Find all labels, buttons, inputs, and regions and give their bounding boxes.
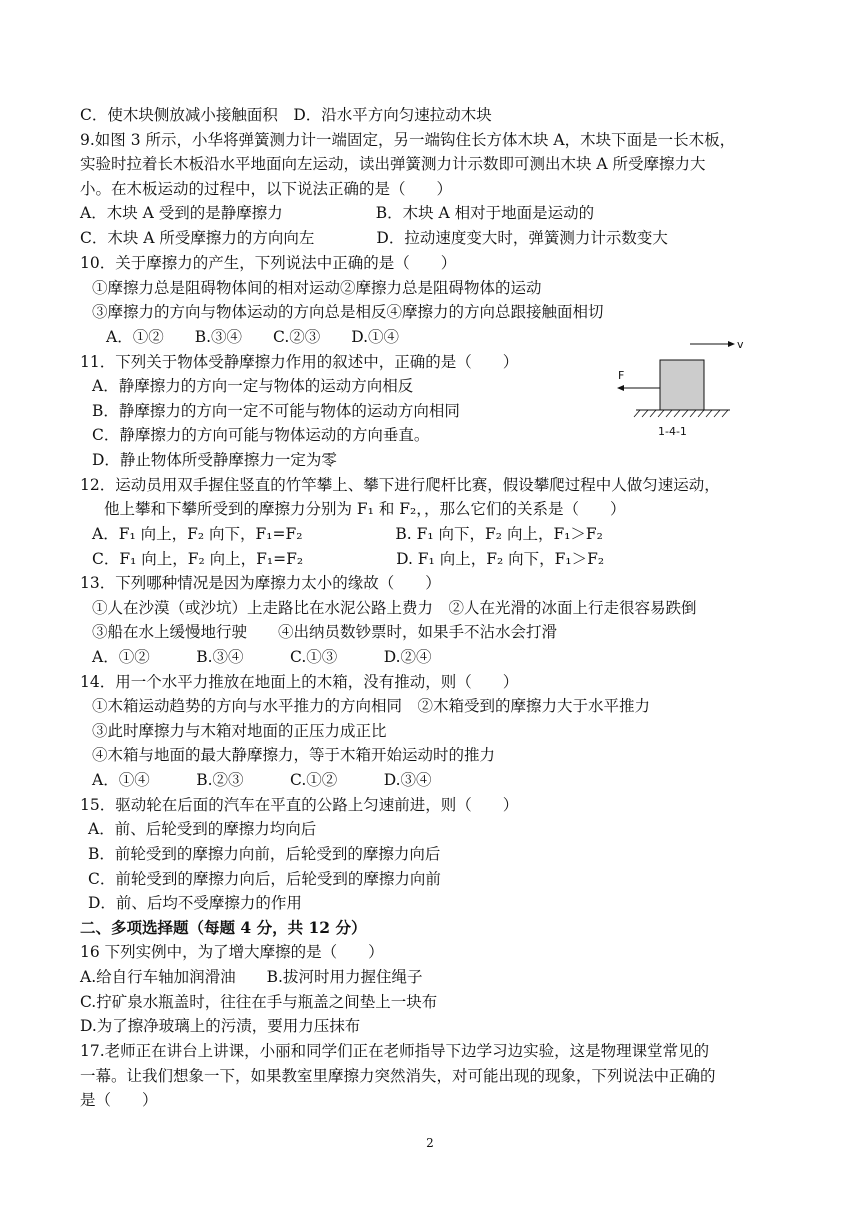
text-line: A．①④ B.②③ C.①② D.③④ bbox=[92, 771, 432, 789]
force-arrowhead bbox=[617, 385, 624, 391]
text-line: A.给自行车轴加润滑油 B.拔河时用力握住绳子 bbox=[80, 968, 423, 986]
text-line: D.为了擦净玻璃上的污渍，要用力压抹布 bbox=[80, 1017, 361, 1035]
text-line: 11．下列关于物体受静摩擦力作用的叙述中，正确的是（ ） bbox=[80, 353, 519, 371]
text-line: 一幕。让我们想象一下，如果教室里摩擦力突然消失，对可能出现的现象，下列说法中正确的 bbox=[80, 1067, 716, 1085]
figure-block-on-surface bbox=[604, 334, 744, 442]
page-number: 2 bbox=[426, 1136, 434, 1150]
text-line: C.拧矿泉水瓶盖时，往往在手与瓶盖之间垫上一块布 bbox=[80, 993, 438, 1011]
text-line: 16 下列实例中，为了增大摩擦的是（ ） bbox=[80, 943, 384, 961]
text-line: 15．驱动轮在后面的汽车在平直的公路上匀速前进，则（ ） bbox=[80, 796, 519, 814]
text-line: 14．用一个水平力推放在地面上的木箱，没有推动，则（ ） bbox=[80, 673, 519, 691]
text-line: A．静摩擦力的方向一定与物体的运动方向相反 bbox=[92, 377, 414, 395]
force-label: F bbox=[618, 369, 625, 382]
text-line: 实验时拉着长木板沿水平地面向左运动，读出弹簧测力计示数即可测出木块 A 所受摩擦力大 bbox=[80, 155, 706, 173]
text-line: B．前轮受到的摩擦力向前，后轮受到的摩擦力向后 bbox=[88, 845, 441, 863]
figure-caption: 1-4-1 bbox=[658, 425, 687, 438]
text-line: ③船在水上缓慢地行驶 ④出纳员数钞票时，如果手不沾水会打滑 bbox=[92, 623, 558, 641]
text-line: ①木箱运动趋势的方向与水平推力的方向相同 ②木箱受到的摩擦力大于水平推力 bbox=[92, 697, 651, 715]
text-line: ③摩擦力的方向与物体运动的方向总是相反④摩擦力的方向总跟接触面相切 bbox=[92, 303, 604, 321]
text-line: D．静止物体所受静摩擦力一定为零 bbox=[92, 451, 337, 469]
block bbox=[660, 360, 704, 410]
text-line: 是（ ） bbox=[80, 1091, 158, 1109]
text-line: 小。在木板运动的过程中，以下说法正确的是（ ） bbox=[80, 180, 453, 198]
text-line: ③此时摩擦力与木箱对地面的正压力成正比 bbox=[92, 722, 387, 740]
text-line: C．F₁ 向上，F₂ 向上，F₁=F₂ D. F₁ 向上，F₂ 向下，F₁＞F₂ bbox=[92, 550, 605, 568]
velocity-arrowhead bbox=[728, 341, 735, 347]
text-line: ①人在沙漠（或沙坑）上走路比在水泥公路上费力 ②人在光滑的冰面上行走很容易跌倒 bbox=[92, 599, 697, 617]
text-line: A．木块 A 受到的是静摩擦力 B．木块 A 相对于地面是运动的 bbox=[80, 204, 595, 222]
text-line: A．①② B.③④ C.②③ D.①④ bbox=[106, 328, 400, 346]
text-line: 10．关于摩擦力的产生，下列说法中正确的是（ ） bbox=[80, 254, 457, 272]
text-line: 9.如图 3 所示，小华将弹簧测力计一端固定，另一端钩住长方体木块 A，木块下面是一长木板， bbox=[80, 131, 736, 149]
text-line: A．①② B.③④ C.①③ D.②④ bbox=[92, 648, 432, 666]
text-line: 17.老师正在讲台上讲课，小丽和同学们正在老师指导下边学习边实验，这是物理课堂常见的 bbox=[80, 1042, 710, 1060]
text-line: C．使木块侧放减小接触面积 D．沿水平方向匀速拉动木块 bbox=[80, 106, 492, 124]
text-line: ①摩擦力总是阻碍物体间的相对运动②摩擦力总是阻碍物体的运动 bbox=[92, 279, 542, 297]
text-line: C．静摩擦力的方向可能与物体运动的方向垂直。 bbox=[92, 426, 430, 444]
text-line: C．前轮受到的摩擦力向后，后轮受到的摩擦力向前 bbox=[88, 870, 441, 888]
text-line: C．木块 A 所受摩擦力的方向向左 D．拉动速度变大时，弹簧测力计示数变大 bbox=[80, 229, 668, 247]
section-heading: 二、多项选择题（每题 4 分，共 12 分） bbox=[80, 918, 367, 937]
ground-hatching bbox=[634, 410, 728, 417]
text-line: 他上攀和下攀所受到的摩擦力分别为 F₁ 和 F₂，，那么它们的关系是（ ） bbox=[104, 500, 626, 518]
text-line: A．F₁ 向上，F₂ 向下，F₁=F₂ B. F₁ 向下，F₂ 向上，F₁＞F₂ bbox=[92, 525, 603, 543]
text-line: 13．下列哪种情况是因为摩擦力太小的缘故（ ） bbox=[80, 574, 441, 592]
text-line: B．静摩擦力的方向一定不可能与物体的运动方向相同 bbox=[92, 402, 460, 420]
velocity-label: v bbox=[737, 338, 744, 351]
text-line: 12．运动员用双手握住竖直的竹竿攀上、攀下进行爬杆比赛，假设攀爬过程中人做匀速运动， bbox=[80, 476, 720, 494]
text-line: A．前、后轮受到的摩擦力均向后 bbox=[88, 820, 317, 838]
text-line: ④木箱与地面的最大静摩擦力，等于木箱开始运动时的推力 bbox=[92, 746, 496, 764]
text-line: D．前、后均不受摩擦力的作用 bbox=[88, 894, 302, 912]
